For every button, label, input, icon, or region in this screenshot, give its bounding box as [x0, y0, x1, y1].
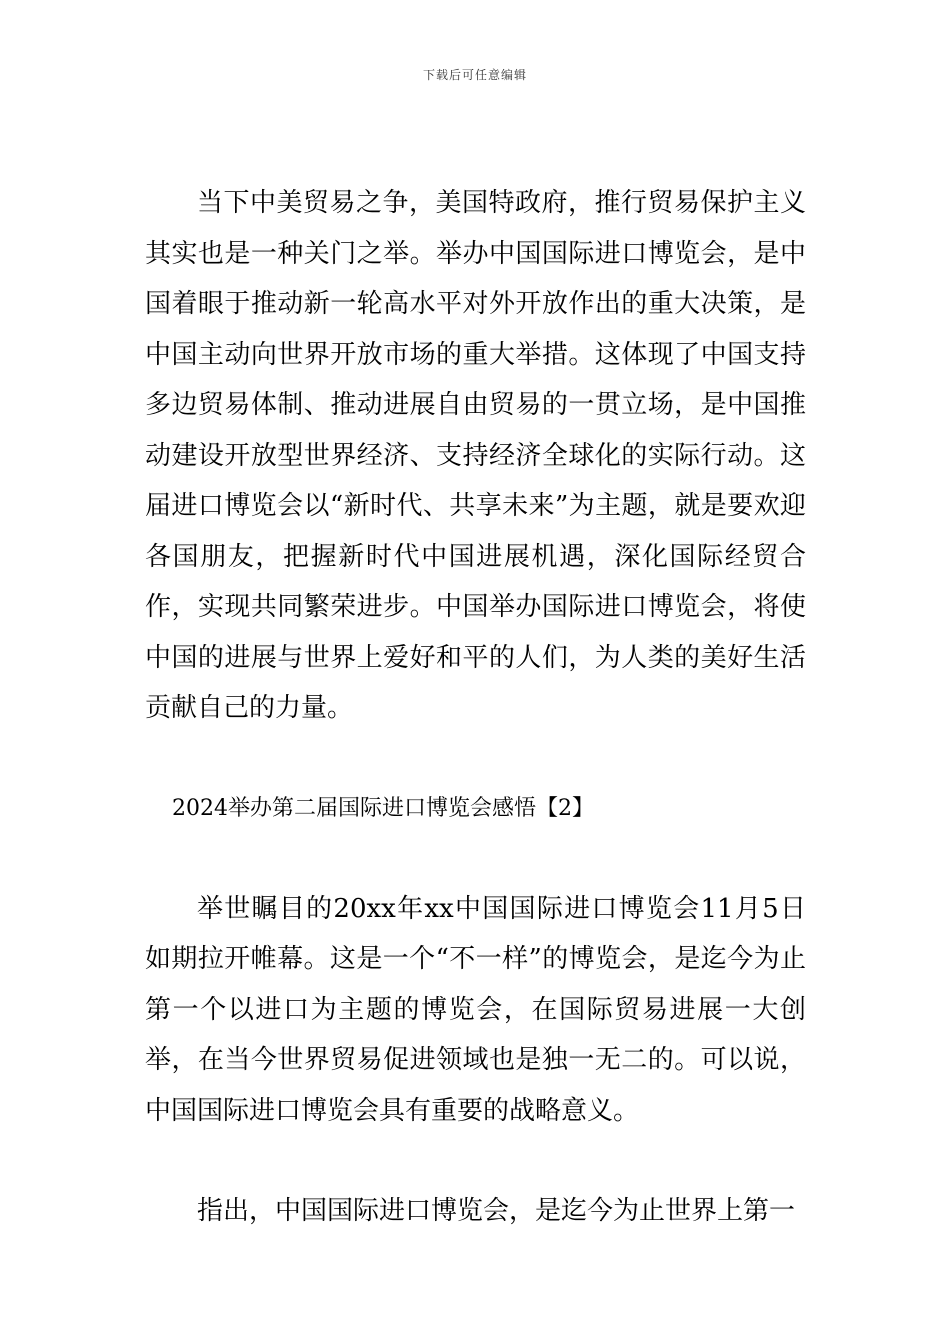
spacer	[145, 734, 806, 784]
section-heading: 2024举办第二届国际进口博览会感悟【2】	[172, 795, 594, 821]
paragraph-3: 指出，中国国际进口博览会，是迄今为止世界上第一	[197, 1196, 796, 1226]
document-body	[145, 178, 806, 1237]
paragraph-2: 举世瞩目的20xx年xx中国国际进口博览会11月5日如期拉开帷幕。这是一个“不一样”的博览会，是迄今为止第一个以进口为主题的博览会，在国际贸易进展一大创举，在当今世界贸易促进领域也是独一无二的。可以说，中国国际进口博览会具有重要的战略意义。	[145, 893, 806, 1126]
spacer	[145, 1136, 806, 1186]
spacer	[145, 834, 806, 884]
paragraph-1: 当下中美贸易之争，美国特政府，推行贸易保护主义其实也是一种关门之举。举办中国国际进口博览会，是中国着眼于推动新一轮高水平对外开放作出的重大决策，是中国主动向世界开放市场的重大举措。这体现了中国支持多边贸易体制、推动进展自由贸易的一贯立场，是中国推动建设开放型世界经济、支持经济全球化的实际行动。这届进口博览会以“新时代、共享未来”为主题，就是要欢迎各国朋友，把握新时代中国进展机遇，深化国际经贸合作，实现共同繁荣进步。中国举办国际进口博览会，将使中国的进展与世界上爱好和平的人们，为人类的美好生活贡献自己的力量。	[145, 188, 806, 723]
page-header: 下载后可任意编辑	[422, 68, 527, 82]
